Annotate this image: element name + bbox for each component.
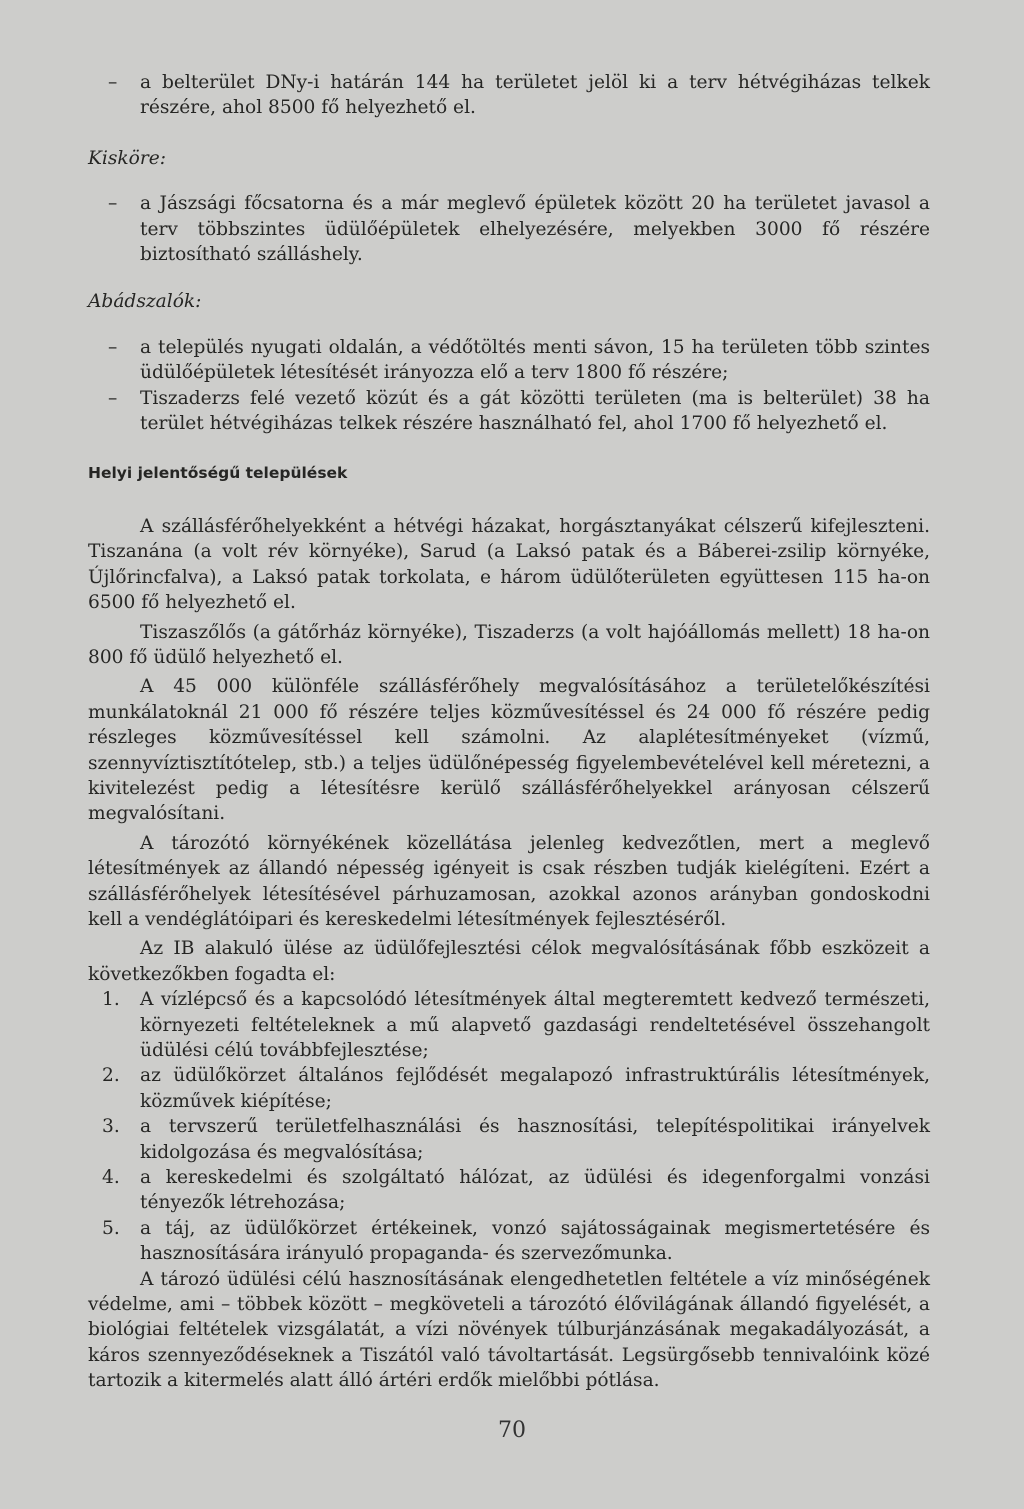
list-item-text: a Jászsági főcsatorna és a már meglevő épületek között 20 ha területet javasol a terv többszintes üdülőépületek elhelyezésére, melyekben 3000 fő részére biztosítható szálláshely. bbox=[140, 193, 930, 266]
dash-marker: – bbox=[108, 193, 118, 215]
section-title-abadszalok: Abádszalók: bbox=[88, 291, 202, 313]
section-title-kiskore: Kisköre: bbox=[88, 147, 166, 169]
item-number: 5. bbox=[102, 1217, 120, 1239]
item-number: 4. bbox=[102, 1167, 120, 1189]
numbered-item bbox=[88, 1165, 930, 1216]
list-item-text: a település nyugati oldalán, a védőtöltés menti sávon, 15 ha területen több szintes üdülőépületek létesítését irányozza elő a terv 1800 fő részére; bbox=[140, 336, 930, 384]
item-text: a táj, az üdülőkörzet értékeinek, vonzó sajátosságainak megismertetésére és hasznosítására irányuló propaganda- és szervezőmunka. bbox=[140, 1217, 930, 1265]
paragraph: Tiszaszőlős (a gátőrház környéke), Tiszaderzs (a volt hajóállomás mellett) 18 ha-on 800 fő üdülő helyezhető el. bbox=[88, 621, 930, 668]
paragraph: A szállásférőhelyekként a hétvégi házakat, horgásztanyákat célszerű kifejleszteni. Tiszanána (a volt rév környéke), Sarud (a Laksó patak és a Báberei-zsilip környéke, Újlőrincfalva), a Laksó patak torkolata, e három üdülőterületen együttesen 115 ha-on 6500 fő helyezhető el. bbox=[88, 515, 930, 614]
item-number: 2. bbox=[102, 1065, 120, 1087]
dash-marker: – bbox=[108, 387, 118, 409]
numbered-item bbox=[88, 1063, 930, 1114]
dash-marker: – bbox=[108, 72, 118, 93]
numbered-item bbox=[88, 1216, 930, 1267]
section-heading: Helyi jelentőségű települések bbox=[88, 464, 348, 483]
numbered-item bbox=[88, 1114, 930, 1165]
item-text: a kereskedelmi és szolgáltató hálózat, az üdülési és idegenforgalmi vonzási tényezők létrehozása; bbox=[140, 1167, 930, 1214]
paragraph: Az IB alakuló ülése az üdülőfejlesztési célok megvalósításának főbb eszközeit a következőkben fogadta el: bbox=[88, 938, 930, 985]
list-item-text: Tiszaderzs felé vezető közút és a gát közötti területen (ma is belterület) 38 ha terület hétvégiházas telkek részére használható fel, ahol 1700 fő helyezhető el. bbox=[140, 387, 930, 435]
item-text: A vízlépcső és a kapcsolódó létesítmények által megteremtett kedvező természeti, környezeti feltételeknek a mű alapvető gazdasági rendeltetésével összehangolt üdülési célú továbbfejlesztése; bbox=[140, 989, 930, 1061]
item-number: 1. bbox=[102, 989, 120, 1011]
dash-marker: – bbox=[108, 336, 118, 358]
list-item bbox=[88, 335, 930, 386]
list-item bbox=[88, 386, 930, 437]
list-item-text: a belterület DNy-i határán 144 ha területet jelöl ki a terv hétvégiházas telkek részére, ahol 8500 fő helyezhető el. bbox=[140, 72, 930, 119]
item-text: a tervszerű területfelhasználási és hasznosítási, telepítéspolitikai irányelvek kidolgozása és megvalósítása; bbox=[140, 1116, 930, 1163]
list-item bbox=[88, 70, 930, 121]
page-number: 70 bbox=[498, 1418, 526, 1443]
paragraph: A tározótó környékének közellátása jelenleg kedvezőtlen, mert a meglevő létesítmények az állandó népesség igényeit is csak részben tudják kielégíteni. Ezért a szállásférőhelyek létesítésével párhuzamosan, azokkal azonos arányban gondoskodni kell a vendéglátóipari és kereskedelmi létesítmények fejlesztéséről. bbox=[88, 832, 930, 930]
numbered-item bbox=[88, 987, 930, 1063]
item-text: az üdülőkörzet általános fejlődését megalapozó infrastruktúrális létesítmények, közművek kiépítése; bbox=[140, 1065, 930, 1112]
item-number: 3. bbox=[102, 1116, 120, 1138]
document-page bbox=[88, 70, 930, 1394]
list-item bbox=[88, 191, 930, 267]
paragraph: A 45 000 különféle szállásférőhely megvalósításához a területelőkészítési munkálatoknál 21 000 fő részére teljes közművesítéssel és 24 000 fő részére pedig részleges közművesítéssel kell számolni. Az alaplétesítményeket (vízmű, szennyvíztisztítótelep, stb.) a teljes üdülőnépesség figyelembevételével kell méretezni, a kivitelezést pedig a létesítésre kerülő szállásférőhelyekkel arányosan célszerű megvalósítani. bbox=[88, 676, 930, 825]
closing-paragraph: A tározó üdülési célú hasznosításának elengedhetetlen feltétele a víz minőségének védelme, ami – többek között – megköveteli a tározótó élővilágának állandó figyelését, a biológiai feltételek vizsgálatát, a vízi növények túlburjánzásának megakadályozását, a káros szennyeződéseknek a Tiszától való távoltartását. Legsürgősebb tennivalóink közé tartozik a kitermelés alatt álló ártéri erdők mielőbbi pótlása. bbox=[88, 1268, 930, 1392]
